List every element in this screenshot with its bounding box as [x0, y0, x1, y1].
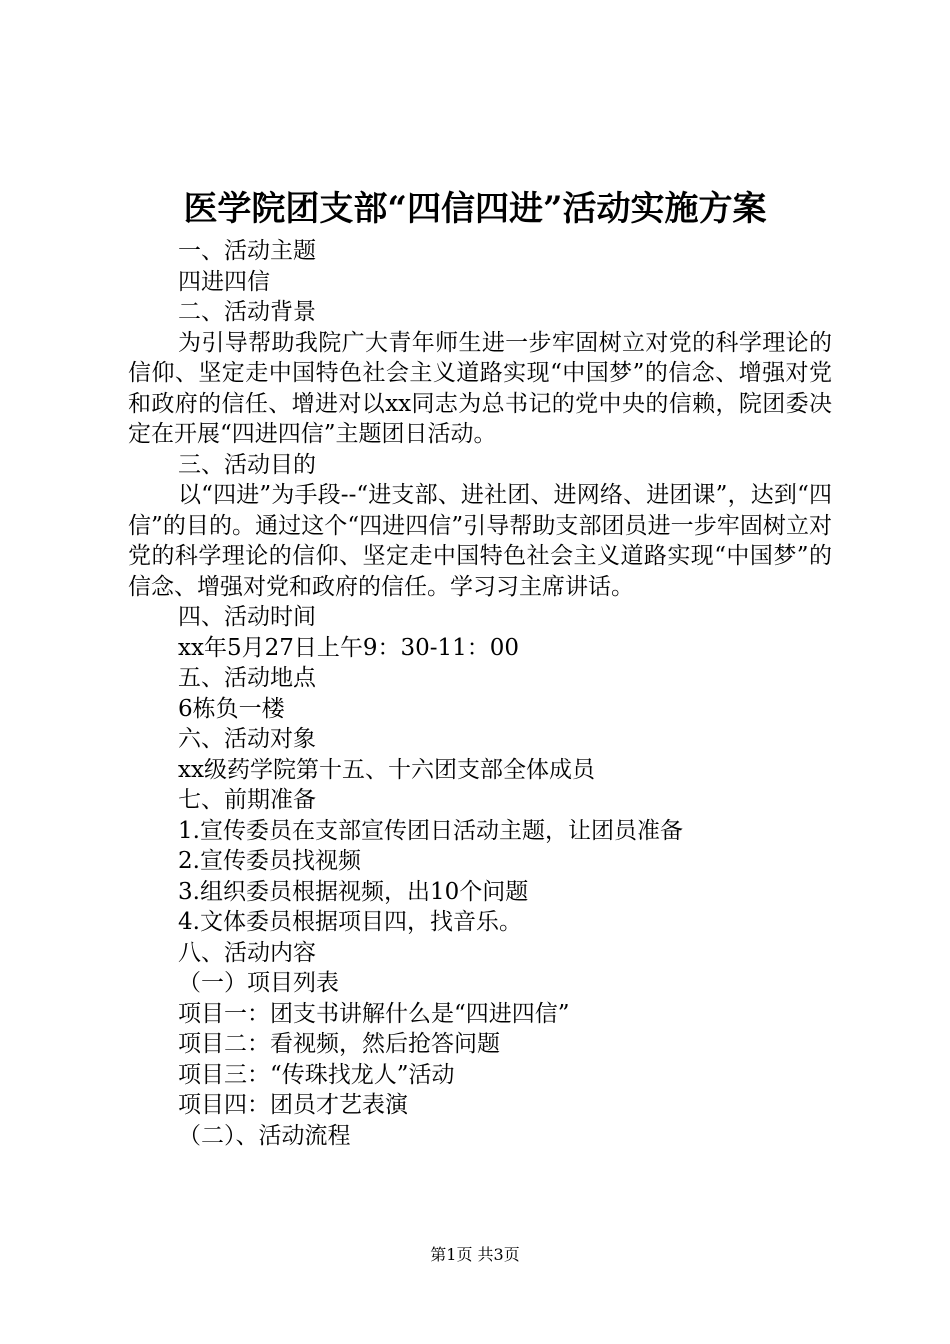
- list-item: 4.文体委员根据项目四，找音乐。: [178, 909, 522, 935]
- section-heading: 一、活动主题: [178, 238, 316, 264]
- page-number: 第1页 共3页: [430, 1245, 520, 1264]
- section-heading: 五、活动地点: [178, 665, 316, 691]
- document-body: [128, 236, 832, 1151]
- list-item: 1.宣传委员在支部宣传团日活动主题，让团员准备: [178, 817, 683, 844]
- section-text: xx年5月27日上午9：30-11：00: [178, 634, 520, 661]
- paragraph: 为引导帮助我院广大青年师生进一步牢固树立对党的科学理论的信仰、坚定走中国特色社会主义道路实现“中国梦”的信念、增强对党和政府的信任、增进对以xx同志为总书记的党中央的信赖，院团委决定在开展“四进四信”主题团日活动。: [128, 329, 832, 447]
- list-item: 2.宣传委员找视频: [178, 848, 361, 874]
- list-item: 项目二：看视频，然后抢答问题: [178, 1031, 500, 1057]
- paragraph: 以“四进”为手段--“进支部、进社团、进网络、进团课”，达到“四信”的目的。通过这个“四进四信”引导帮助支部团员进一步牢固树立对党的科学理论的信仰、坚定走中国特色社会主义道路实现“中国梦”的信念、增强对党和政府的信任。学习习主席讲话。: [128, 482, 832, 600]
- list-item: 3.组织委员根据视频，出10个问题: [178, 878, 529, 905]
- section-heading: 四、活动时间: [178, 604, 316, 630]
- section-heading: 八、活动内容: [178, 939, 316, 966]
- section-heading: 七、前期准备: [178, 787, 316, 813]
- section-text: xx级药学院第十五、十六团支部全体成员: [178, 756, 595, 783]
- list-item: 项目三：“传珠找龙人”活动: [178, 1061, 455, 1088]
- section-text: 四进四信: [178, 268, 270, 295]
- list-item: 项目一：团支书讲解什么是“四进四信”: [178, 1000, 570, 1027]
- subsection-heading: （一）项目列表: [178, 970, 339, 996]
- section-heading: 二、活动背景: [178, 299, 316, 325]
- document-title: 医学院团支部“四信四进”活动实施方案: [183, 189, 767, 229]
- section-heading: 三、活动目的: [178, 451, 316, 478]
- list-item: 项目四：团员才艺表演: [178, 1092, 408, 1118]
- section-heading: 六、活动对象: [178, 726, 316, 752]
- section-text: 6栋负一楼: [178, 695, 285, 722]
- subsection-heading: （二）、活动流程: [178, 1122, 351, 1149]
